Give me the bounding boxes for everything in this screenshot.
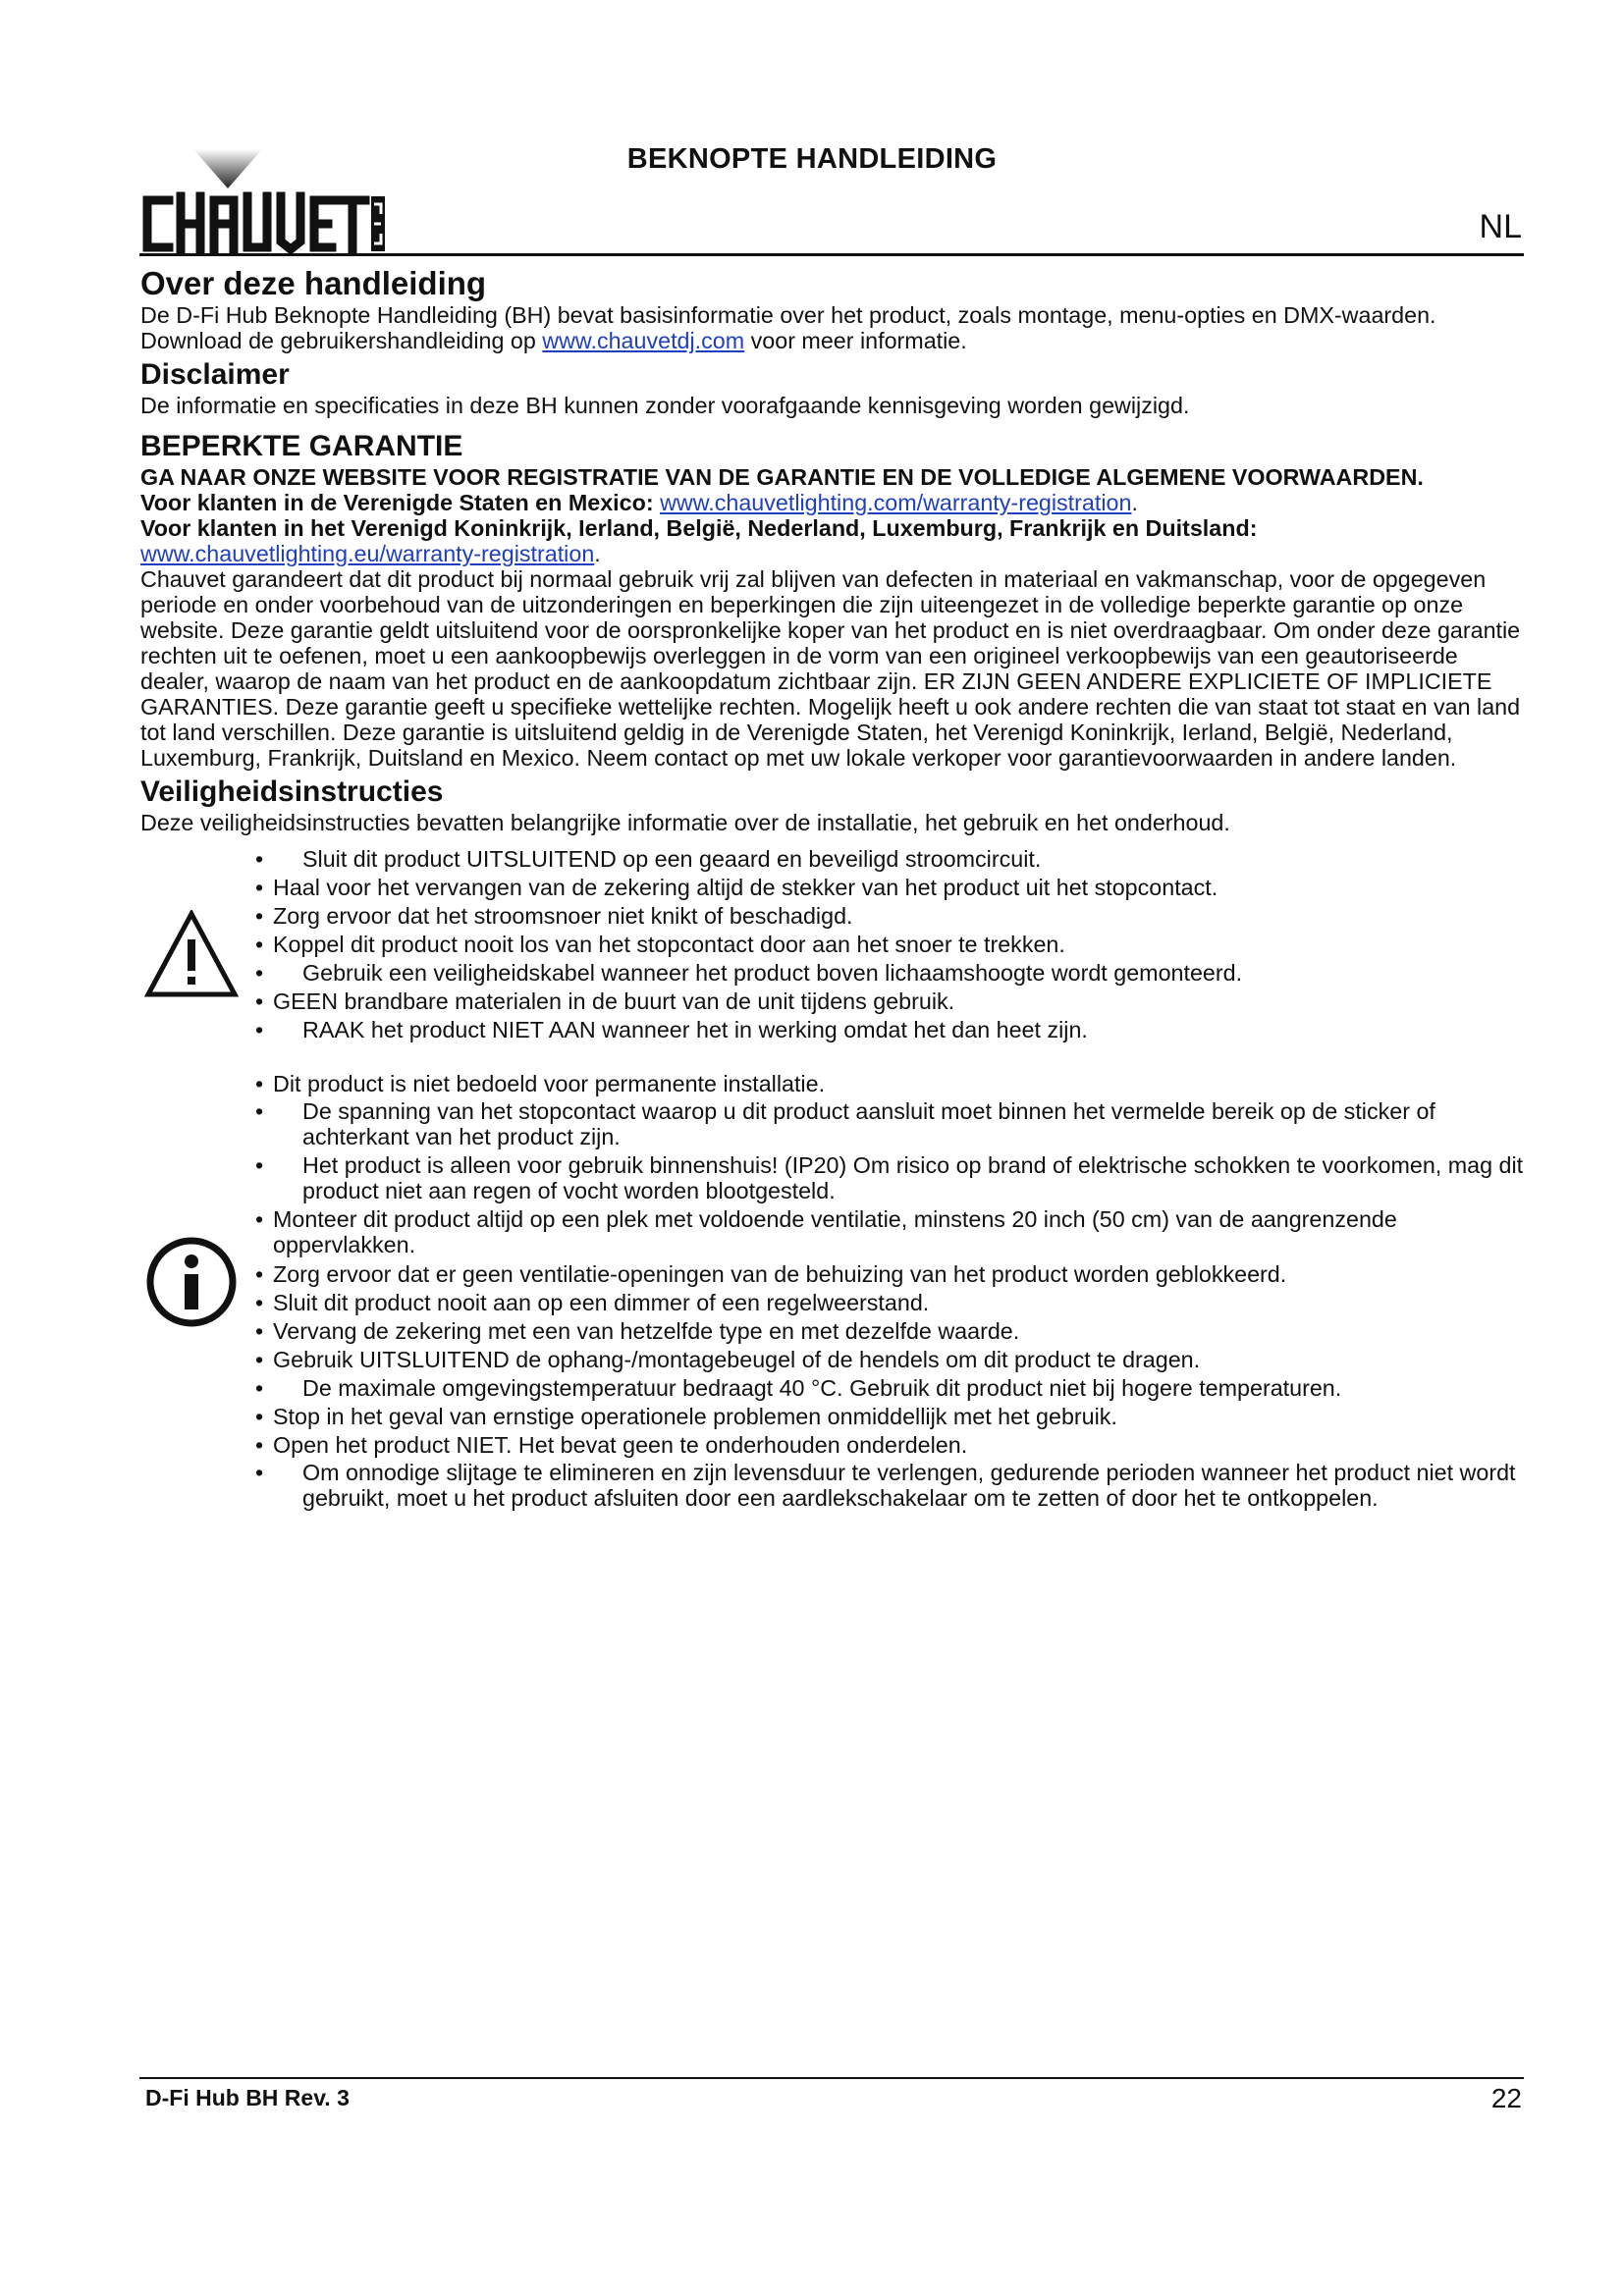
warning-item-text: Haal voor het vervangen van de zekering altijd de stekker van het product uit het stopcontact. bbox=[273, 875, 1218, 900]
info-item bbox=[255, 1098, 1527, 1152]
info-item bbox=[255, 1431, 1527, 1460]
warranty-eu-line bbox=[140, 541, 1527, 566]
bullet: • bbox=[255, 1460, 264, 1485]
warning-item-text: RAAK het product NIET AAN wanneer het in werking omdat het dan heet zijn. bbox=[302, 1017, 1088, 1042]
info-item-text: De spanning van het stopcontact waarop u dit product aansluit moet binnen het vermelde bereik op de sticker of achterkant van het product zijn. bbox=[302, 1098, 1435, 1149]
info-block bbox=[140, 1070, 1527, 1514]
warning-item bbox=[255, 959, 1527, 988]
info-item bbox=[255, 1206, 1527, 1260]
footer-doc-ref: D-Fi Hub BH Rev. 3 bbox=[145, 2085, 350, 2110]
header-divider bbox=[139, 253, 1524, 256]
info-item-text: Sluit dit product nooit aan op een dimmer of een regelweerstand. bbox=[273, 1290, 930, 1315]
bullet: • bbox=[255, 1152, 264, 1178]
info-item bbox=[255, 1070, 1527, 1098]
info-item-text: Stop in het geval van ernstige operationele problemen onmiddellijk met het gebruik. bbox=[273, 1404, 1117, 1429]
info-item bbox=[255, 1289, 1527, 1317]
warranty-eu-link[interactable]: www.chauvetlighting.eu/warranty-registration bbox=[140, 541, 595, 566]
warning-triangle-icon bbox=[144, 910, 239, 998]
bullet: • bbox=[255, 1017, 264, 1042]
about-heading: Over deze handleiding bbox=[140, 265, 487, 301]
about-paragraph bbox=[140, 302, 1527, 353]
info-item-text: Het product is alleen voor gebruik binnenshuis! (IP20) Om risico op brand of elektrische schokken te voorkomen, mag dit product niet aan regen of vocht worden blootgesteld. bbox=[302, 1152, 1524, 1203]
warning-item bbox=[255, 931, 1527, 959]
page-content bbox=[140, 265, 1527, 1514]
info-item bbox=[255, 1460, 1527, 1514]
safety-section bbox=[140, 774, 1527, 1514]
warranty-section bbox=[140, 429, 1527, 771]
bullet: • bbox=[255, 1206, 264, 1232]
bullet: • bbox=[255, 846, 264, 872]
bullet: • bbox=[255, 1432, 264, 1458]
warning-item-text: GEEN brandbare materialen in de buurt van de unit tijdens gebruik. bbox=[273, 988, 955, 1014]
about-text-end: voor meer informatie. bbox=[744, 328, 967, 353]
chauvetdj-link[interactable]: www.chauvetdj.com bbox=[542, 328, 745, 353]
bullet: • bbox=[255, 1404, 264, 1429]
bullet: • bbox=[255, 1071, 264, 1096]
warning-item bbox=[255, 902, 1527, 931]
info-item-text: De maximale omgevingstemperatuur bedraagt 40 °C. Gebruik dit product niet bij hogere temperaturen. bbox=[302, 1375, 1342, 1401]
bullet: • bbox=[255, 932, 264, 957]
warranty-us-label: Voor klanten in de Verenigde Staten en Mexico: bbox=[140, 490, 661, 515]
info-list bbox=[255, 1070, 1527, 1514]
warning-block bbox=[140, 845, 1527, 1044]
about-section bbox=[140, 265, 1527, 353]
page-number: 22 bbox=[1490, 2083, 1522, 2113]
warning-item bbox=[255, 1016, 1527, 1044]
warranty-eu-label: Voor klanten in het Verenigd Koninkrijk, Ierland, België, Nederland, Luxemburg, Frankrijk en Duitsland: bbox=[140, 515, 1258, 541]
info-item-text: Monteer dit product altijd op een plek met voldoende ventilatie, minstens 20 inch (50 cm) van de aangrenzende oppervlakken. bbox=[273, 1206, 1397, 1257]
warranty-notice: GA NAAR ONZE WEBSITE VOOR REGISTRATIE VAN DE GARANTIE EN DE VOLLEDIGE ALGEMENE VOORWAARDEN. bbox=[140, 464, 1424, 490]
disclaimer-section bbox=[140, 357, 1527, 418]
info-item-text: Vervang de zekering met een van hetzelfde type en met dezelfde waarde. bbox=[273, 1318, 1020, 1344]
info-item-text: Gebruik UITSLUITEND de ophang-/montagebeugel of de hendels om dit product te dragen. bbox=[273, 1347, 1201, 1372]
warning-item-text: Zorg ervoor dat het stroomsnoer niet knikt of beschadigd. bbox=[273, 903, 853, 929]
warning-list bbox=[255, 845, 1527, 1044]
warranty-eu-end: . bbox=[594, 541, 601, 566]
warranty-us-end: . bbox=[1131, 490, 1138, 515]
warning-item-text: Sluit dit product UITSLUITEND op een geaard en beveiligd stroomcircuit. bbox=[302, 846, 1042, 872]
bullet: • bbox=[255, 1375, 264, 1401]
bullet: • bbox=[255, 960, 264, 986]
warning-item-text: Gebruik een veiligheidskabel wanneer het product boven lichaamshoogte wordt gemonteerd. bbox=[302, 960, 1243, 986]
warranty-us-line bbox=[140, 490, 1527, 515]
bullet: • bbox=[255, 1261, 264, 1287]
warranty-heading: BEPERKTE GARANTIE bbox=[140, 430, 463, 462]
safety-intro: Deze veiligheidsinstructies bevatten belangrijke informatie over de installatie, het gebruik en het onderhoud. bbox=[140, 810, 1230, 835]
bullet: • bbox=[255, 1318, 264, 1344]
warranty-us-link[interactable]: www.chauvetlighting.com/warranty-registration bbox=[660, 490, 1132, 515]
info-item-text: Zorg ervoor dat er geen ventilatie-openingen van de behuizing van het product worden geblokkeerd. bbox=[273, 1261, 1287, 1287]
warranty-body: Chauvet garandeert dat dit product bij normaal gebruik vrij zal blijven van defecten in materiaal en vakmanschap, voor de opgegeven periode en onder voorbehoud van de uitzonderingen en beperkingen die zijn uiteengezet in de volledige beperkte garantie op onze website. Deze garantie geldt uitsluitend voor de oorspronkelijke koper van het product en is niet overdraagbaar. Om onder deze garantie rechten uit te oefenen, moet u een aankoopbewijs overleggen in de vorm van een origineel verkoopbewijs van een geautoriseerde dealer, waarop de naam van het product en de aankoopdatum zichtbaar zijn. ER ZIJN GEEN ANDERE EXPLICIETE OF IMPLICIETE GARANTIES. Deze garantie geeft u specifieke wettelijke rechten. Mogelijk heeft u ook andere rechten die van staat tot staat en van land tot land verschillen. Deze garantie is uitsluitend geldig in de Verenigde Staten, het Verenigd Koninkrijk, Ierland, België, Nederland, Luxemburg, Frankrijk, Duitsland en Mexico. Neem contact op met uw lokale verkoper voor garantievoorwaarden in andere landen. bbox=[140, 566, 1521, 771]
document-title: BEKNOPTE HANDLEIDING bbox=[626, 143, 998, 175]
bullet: • bbox=[255, 1290, 264, 1315]
bullet: • bbox=[255, 1098, 264, 1124]
info-item bbox=[255, 1152, 1527, 1206]
safety-heading: Veiligheidsinstructies bbox=[140, 775, 444, 808]
warning-item bbox=[255, 845, 1527, 874]
bullet: • bbox=[255, 1347, 264, 1372]
footer-divider bbox=[139, 2077, 1524, 2079]
disclaimer-heading: Disclaimer bbox=[140, 358, 290, 391]
warning-item bbox=[255, 988, 1527, 1016]
bullet: • bbox=[255, 903, 264, 929]
about-text: De D-Fi Hub Beknopte Handleiding (BH) bevat basisinformatie over het product, zoals montage, menu-opties en DMX-waarden. Download de gebruikershandleiding op bbox=[140, 302, 1436, 353]
language-code: NL bbox=[1479, 208, 1522, 245]
info-item bbox=[255, 1403, 1527, 1431]
warning-item-text: Koppel dit product nooit los van het stopcontact door aan het snoer te trekken. bbox=[273, 932, 1065, 957]
info-item bbox=[255, 1374, 1527, 1403]
info-item bbox=[255, 1260, 1527, 1289]
warning-item bbox=[255, 874, 1527, 902]
info-item-text: Om onnodige slijtage te elimineren en zijn levensduur te verlengen, gedurende perioden wanneer het product niet wordt gebruikt, moet u het product afsluiten door een aardlekschakelaar om te zetten of door het te ontkoppelen. bbox=[302, 1460, 1516, 1511]
info-item-text: Open het product NIET. Het bevat geen te onderhouden onderdelen. bbox=[273, 1432, 968, 1458]
disclaimer-text: De informatie en specificaties in deze BH kunnen zonder voorafgaande kennisgeving worden gewijzigd. bbox=[140, 393, 1190, 418]
info-item bbox=[255, 1346, 1527, 1374]
bullet: • bbox=[255, 875, 264, 900]
bullet: • bbox=[255, 988, 264, 1014]
info-item bbox=[255, 1317, 1527, 1346]
info-item-text: Dit product is niet bedoeld voor permanente installatie. bbox=[273, 1071, 826, 1096]
info-circle-icon bbox=[144, 1235, 239, 1329]
